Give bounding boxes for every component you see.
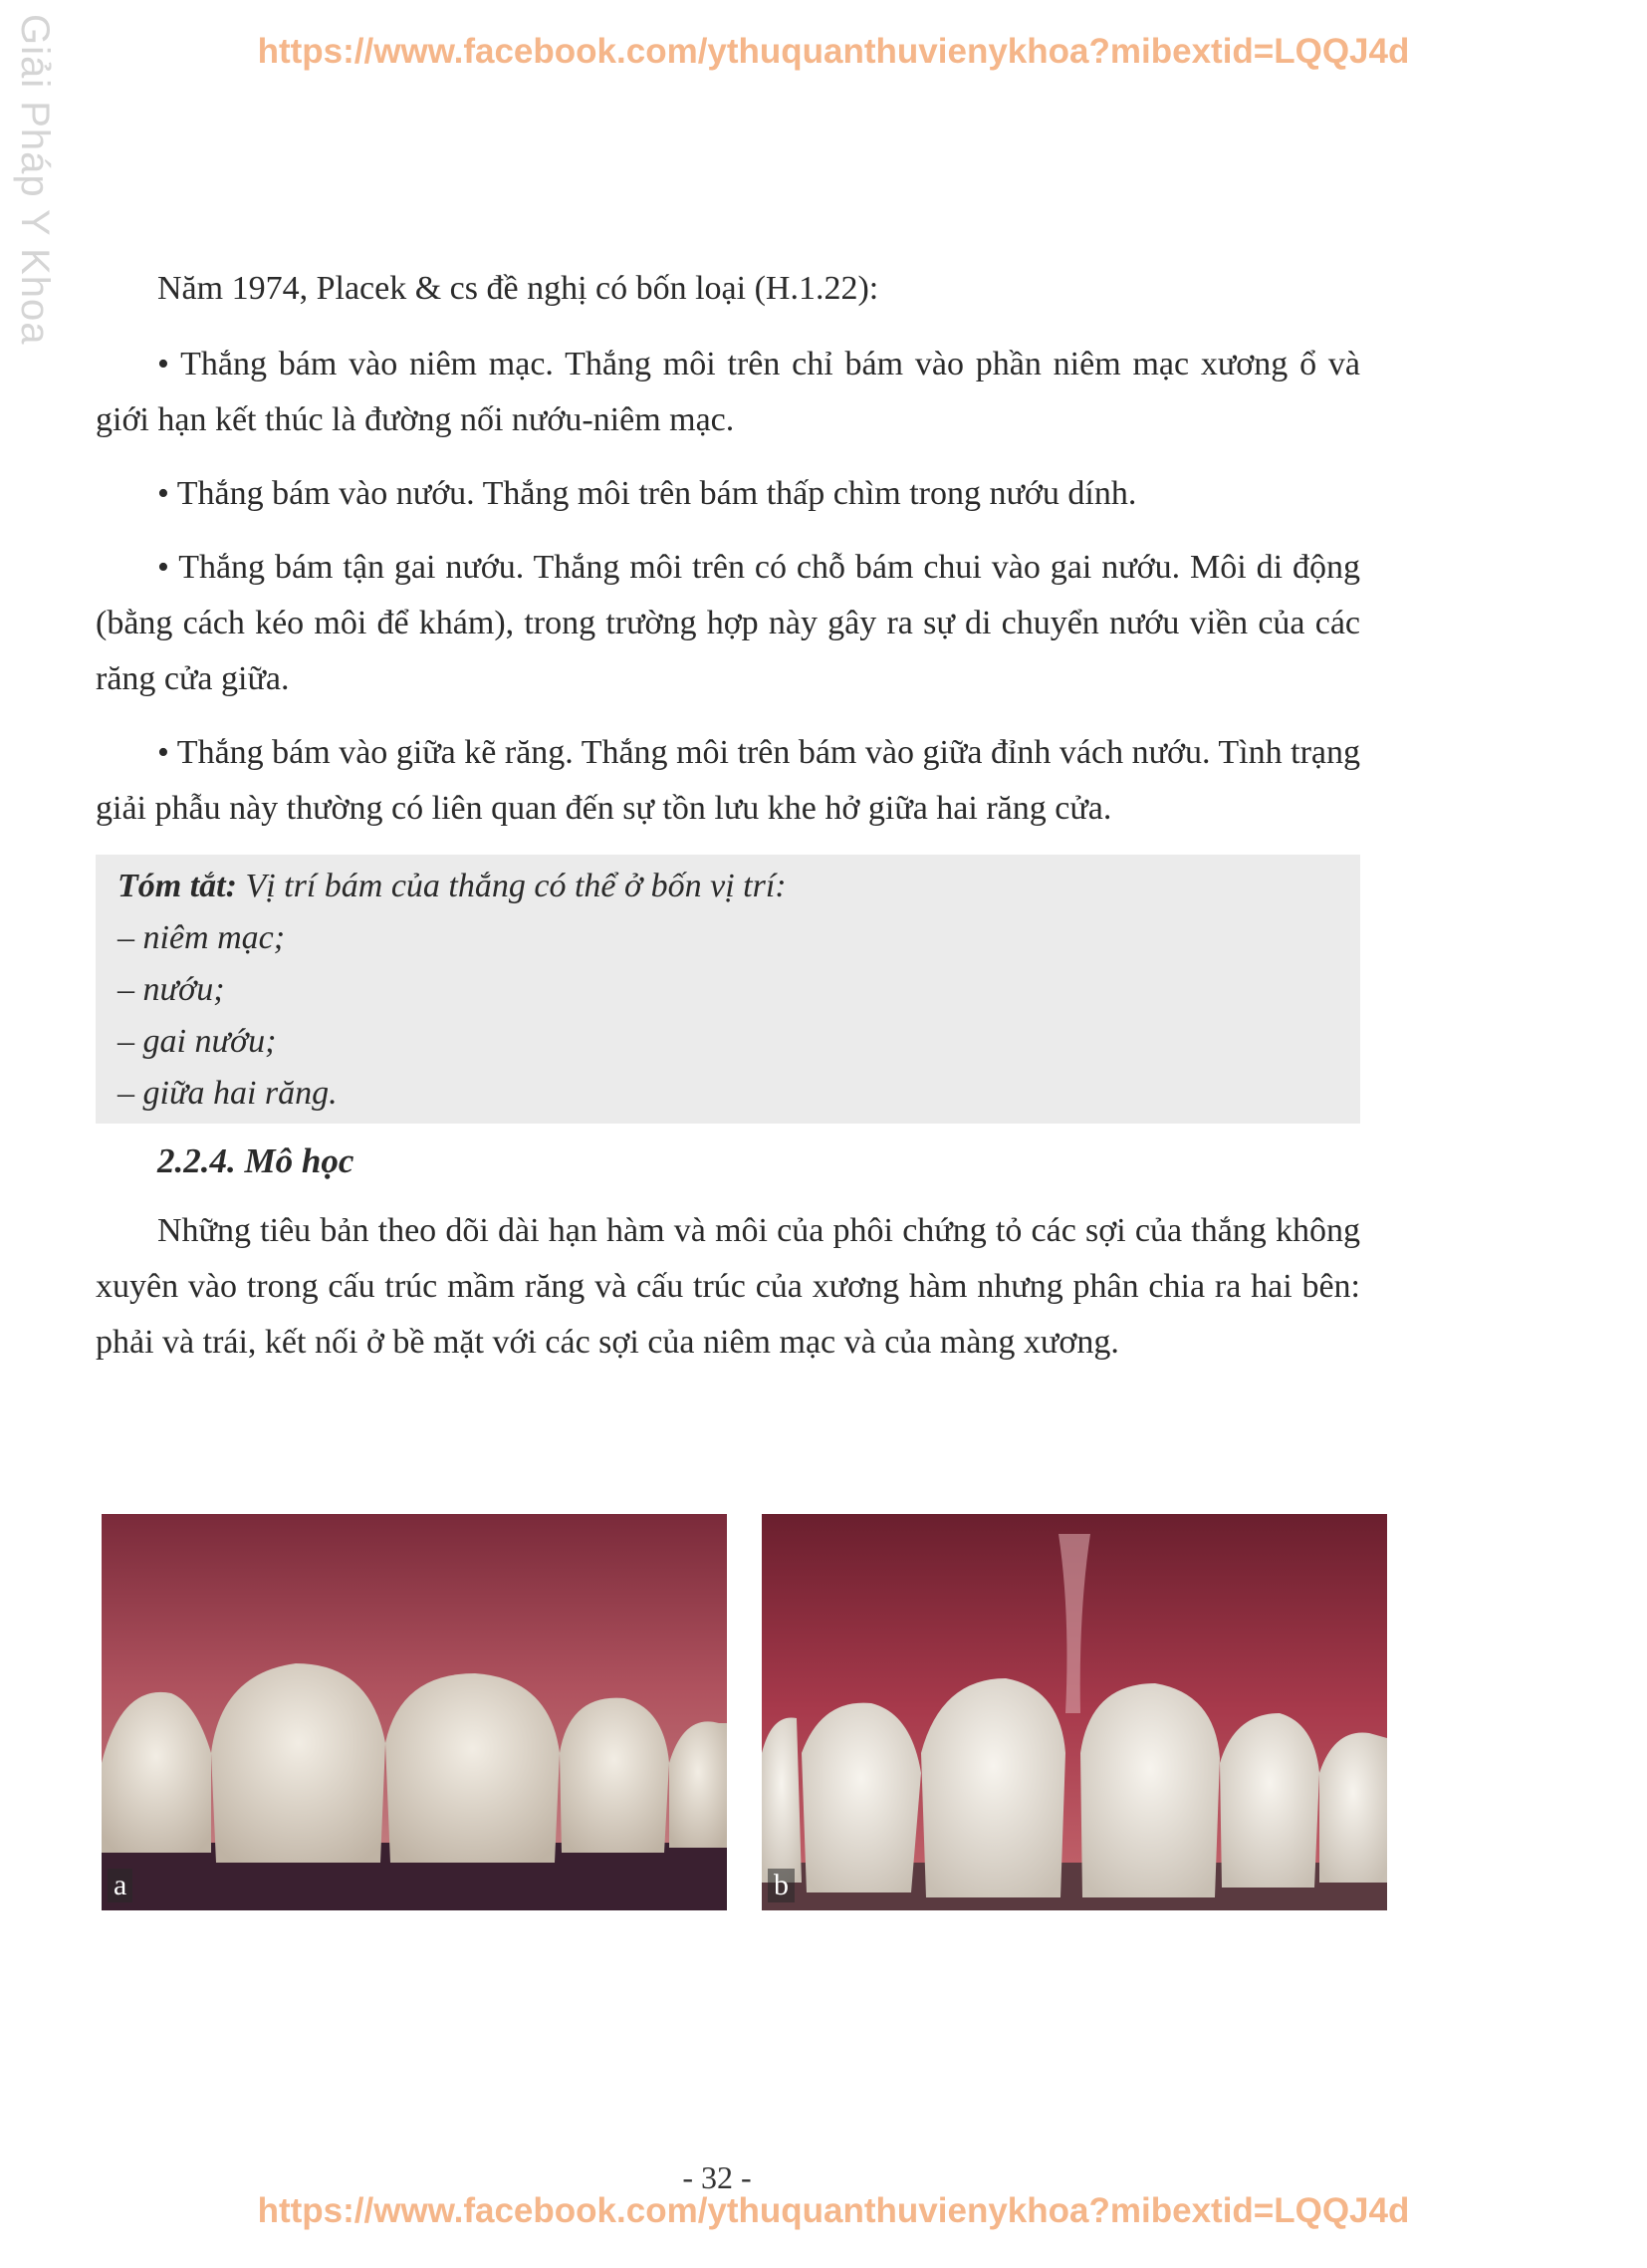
section-body: Những tiêu bản theo dõi dài hạn hàm và môi của phôi chứng tỏ các sợi của thắng không xuyên vào trong cấu trúc mầm răng và cấu trúc của xương hàm nhưng phân chia ra hai bên: phải và trái, kết nối ở bề mặt với các sợi của niêm mạc và của màng xương. <box>96 1212 1360 1361</box>
side-watermark: Giải Pháp Y Khoa <box>13 14 57 346</box>
bullet-interdental: • Thắng bám vào giữa kẽ răng. Thắng môi trên bám vào giữa đỉnh vách nướu. Tình trạng giải phẫu này thường có liên quan đến sự tồn lưu khe hở giữa hai răng cửa. <box>96 734 1360 827</box>
facebook-link-bottom[interactable]: https://www.facebook.com/ythuquanthuvienykhoa?mibextid=LQQJ4d <box>257 2191 1410 2230</box>
summary-item: – giữa hai răng. <box>118 1075 338 1112</box>
photo-a-label: a <box>108 1869 132 1902</box>
summary-item: – nướu; <box>118 971 225 1008</box>
page-number: - 32 - <box>682 2159 752 2195</box>
photo-b-label: b <box>768 1869 795 1902</box>
bullet-mucosa: • Thắng bám vào niêm mạc. Thắng môi trên chỉ bám vào phần niêm mạc xương ổ và giới hạn kết thúc là đường nối nướu-niêm mạc. <box>96 346 1360 438</box>
bullet-gingiva: • Thắng bám vào nướu. Thắng môi trên bám thấp chìm trong nướu dính. <box>157 475 1137 512</box>
intro-paragraph: Năm 1974, Placek & cs đề nghị có bốn loại (H.1.22): <box>157 270 879 307</box>
summary-item: – gai nướu; <box>118 1023 277 1060</box>
summary-title: Tóm tắt: <box>118 868 237 904</box>
bullet-papilla: • Thắng bám tận gai nướu. Thắng môi trên có chỗ bám chui vào gai nướu. Môi di động (bằng cách kéo môi để khám), trong trường hợp này gây ra sự di chuyển nướu viền của các răng cửa giữa. <box>96 549 1360 697</box>
summary-box <box>96 855 1360 1124</box>
teeth-photo-b <box>762 1514 1387 1910</box>
teeth-photo-a <box>102 1514 727 1910</box>
photo-b <box>762 1514 1387 1910</box>
summary-item: – niêm mạc; <box>118 919 286 956</box>
summary-heading-line <box>118 861 1338 912</box>
page-content <box>96 261 1360 1371</box>
figure-h1-22 <box>102 1514 1356 1910</box>
facebook-link-top[interactable]: https://www.facebook.com/ythuquanthuvienykhoa?mibextid=LQQJ4d <box>257 32 1410 71</box>
photo-a <box>102 1514 727 1910</box>
summary-lead: Vị trí bám của thắng có thể ở bốn vị trí: <box>236 868 787 904</box>
section-heading: 2.2.4. Mô học <box>157 1141 354 1180</box>
